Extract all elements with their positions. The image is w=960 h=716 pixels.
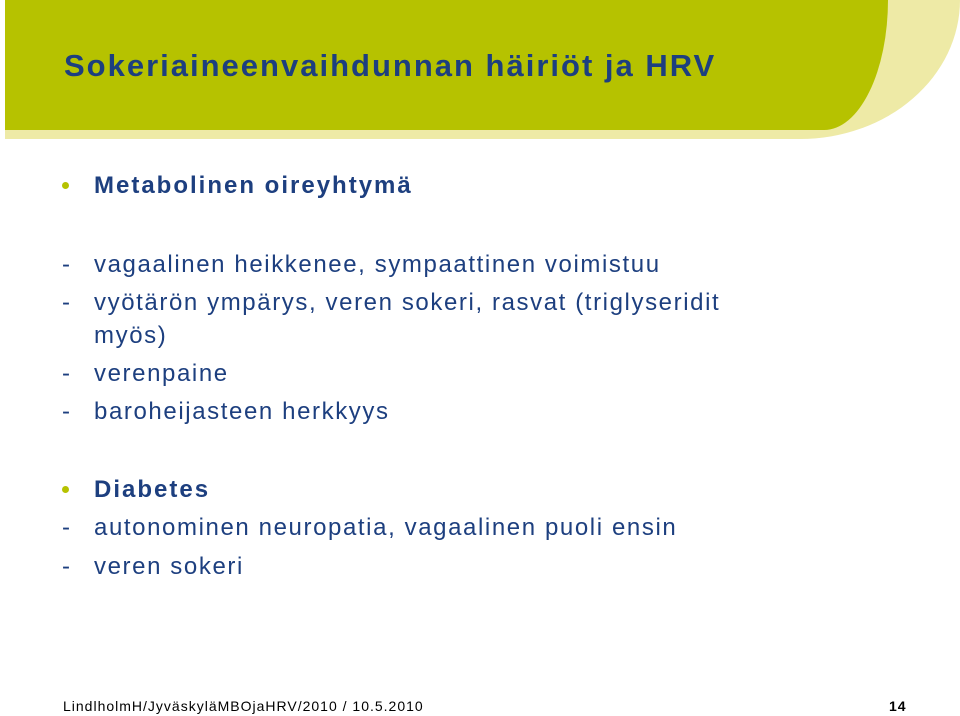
dash-marker: -: [62, 514, 70, 541]
section-heading-text: Metabolinen oireyhtymä: [94, 172, 413, 199]
dash-marker: -: [62, 553, 70, 580]
list-item-text: veren sokeri: [94, 553, 244, 580]
dash-marker: -: [62, 360, 70, 387]
list-item-text: verenpaine: [94, 360, 229, 387]
section-heading-text: Diabetes: [94, 476, 211, 503]
list-item-text: myös): [94, 322, 168, 349]
dash-marker: -: [62, 289, 70, 316]
list-item-text: vyötärön ympärys, veren sokeri, rasvat (triglyseridit: [94, 289, 721, 316]
footer-text: LindlholmH/JyväskyläMBOjaHRV/2010 / 10.5.2010: [63, 698, 424, 714]
dash-marker: -: [62, 251, 70, 278]
dash-marker: -: [62, 398, 70, 425]
bullet-dot-icon: [62, 182, 69, 189]
list-item-text: baroheijasteen herkkyys: [94, 398, 390, 425]
bullet-dot-icon: [62, 486, 69, 493]
slide-title: Sokeriaineenvaihdunnan häiriöt ja HRV: [64, 48, 717, 83]
list-item-text: autonominen neuropatia, vagaalinen puoli ensin: [94, 514, 678, 541]
list-item-text: vagaalinen heikkenee, sympaattinen voimistuu: [94, 251, 661, 278]
page-number: 14: [889, 698, 907, 714]
